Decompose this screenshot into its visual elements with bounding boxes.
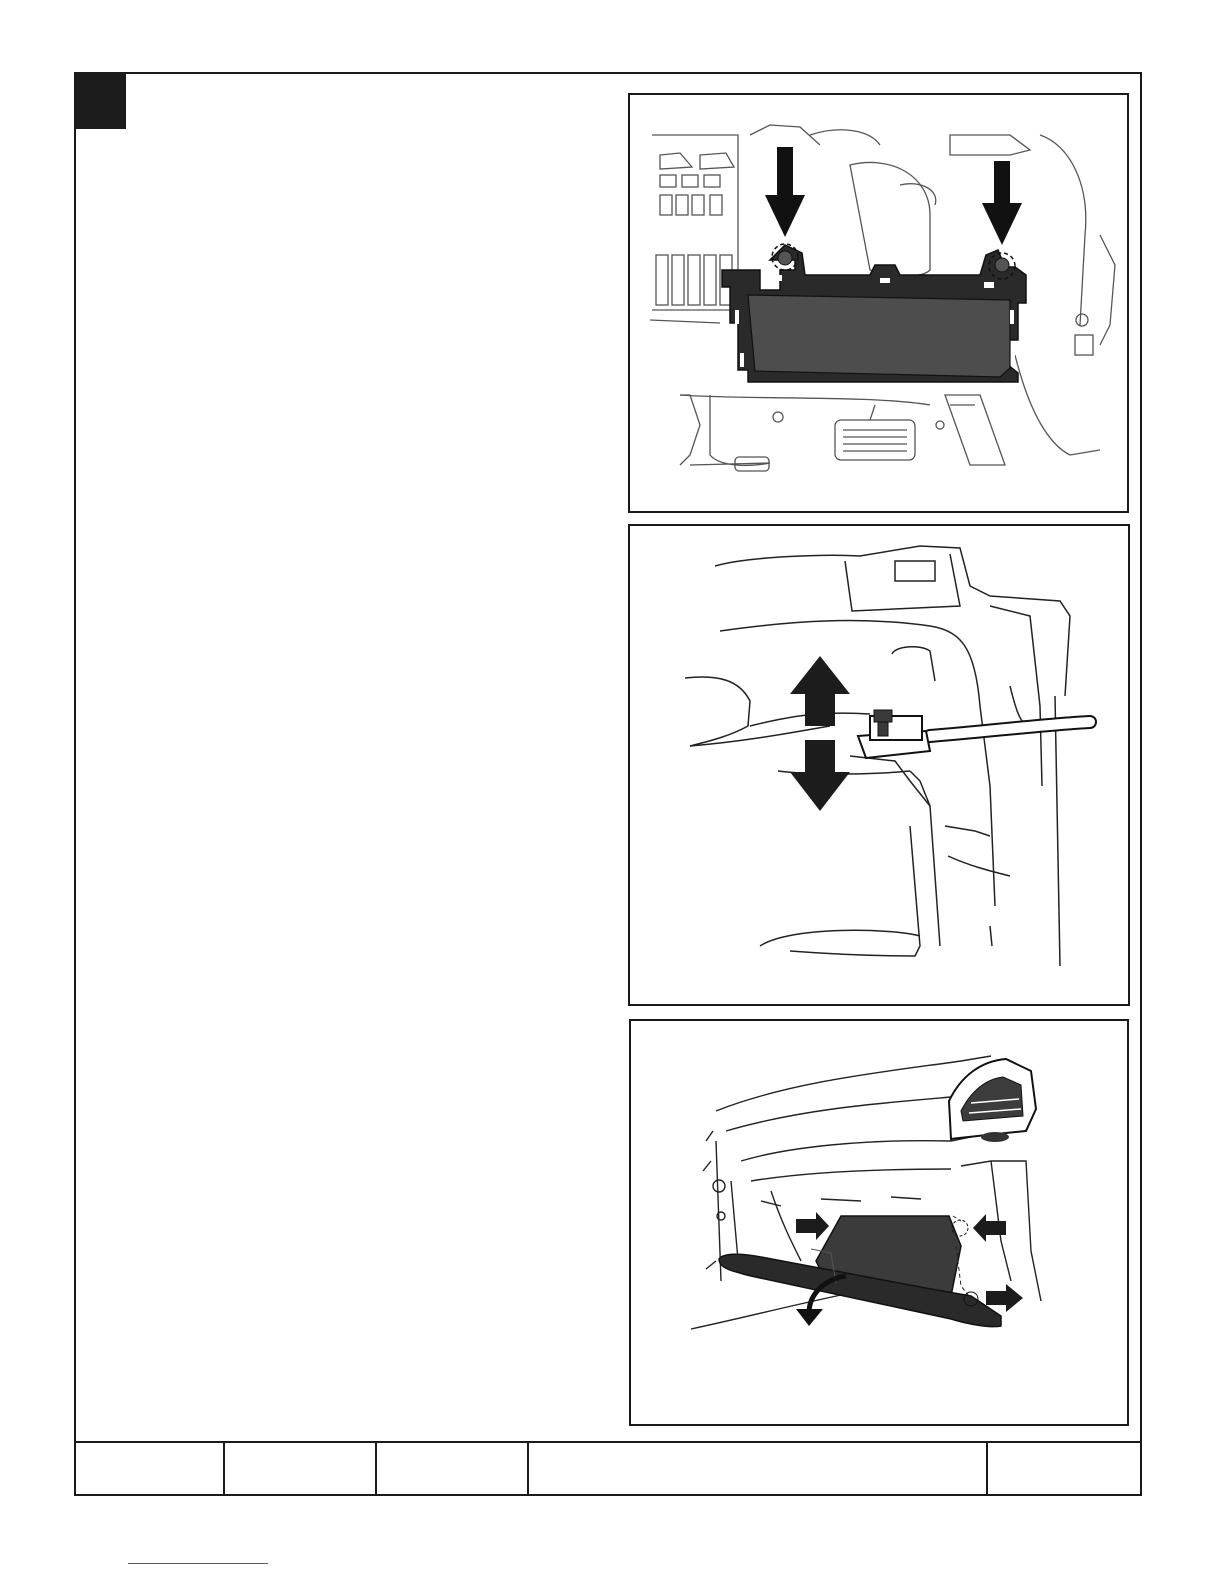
figure-panel-screws (628, 93, 1129, 513)
down-arrow-icon (982, 161, 1022, 245)
clip-illustration (630, 526, 1130, 1006)
footer-table (74, 1441, 1142, 1496)
air-vent (949, 1059, 1036, 1142)
panel-screws-illustration (630, 95, 1129, 513)
right-arrow-icon (796, 1212, 829, 1240)
right-arrow-icon (986, 1284, 1023, 1312)
down-arrow-icon (765, 147, 805, 237)
footer-link[interactable] (128, 1551, 268, 1564)
step-marker (74, 72, 126, 129)
glove-box-illustration (631, 1021, 1129, 1426)
footer-cell (377, 1443, 529, 1496)
glove-box (719, 1216, 1001, 1327)
arrows (765, 147, 1022, 245)
connector-clip (858, 710, 930, 758)
figure-clip-disconnect (628, 524, 1130, 1006)
footer-cell (529, 1443, 988, 1496)
figure-glove-box (629, 1019, 1129, 1426)
footer-cell (74, 1443, 225, 1496)
curved-arrow-head-icon (796, 1309, 823, 1326)
lower-panel (722, 244, 1026, 382)
up-down-arrow-icon (790, 656, 850, 811)
footer-cell (225, 1443, 377, 1496)
footer-cell (988, 1443, 1138, 1496)
